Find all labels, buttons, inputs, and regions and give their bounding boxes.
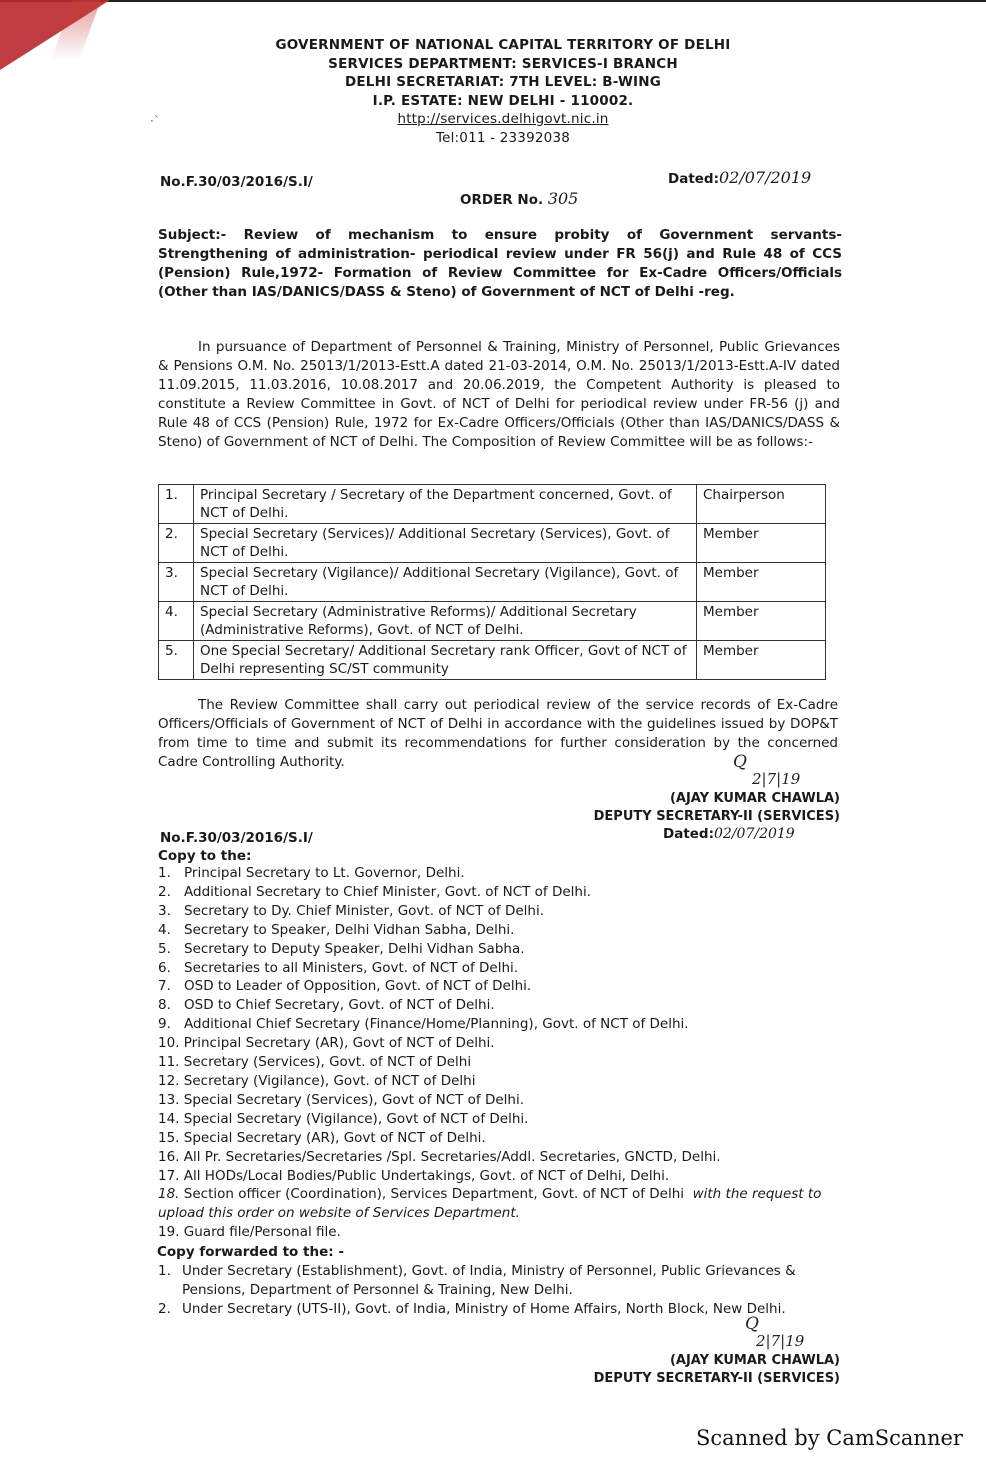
date-handwritten: 02/07/2019: [719, 168, 812, 187]
letterhead-line-1: GOVERNMENT OF NATIONAL CAPITAL TERRITORY OF DELHI: [275, 37, 731, 53]
scan-speck: ·`: [150, 114, 160, 128]
list-item: 9. Additional Chief Secretary (Finance/Home/Planning), Govt. of NCT of Delhi.: [158, 1016, 689, 1033]
list-item: 6. Secretaries to all Ministers, Govt. of NCT of Delhi.: [158, 959, 519, 976]
order-number-handwritten: 305: [547, 189, 579, 208]
signatory-designation: DEPUTY SECRETARY-II (SERVICES): [593, 1371, 840, 1386]
list-item: 14. Special Secretary (Vigilance), Govt of NCT of Delhi.: [158, 1110, 529, 1127]
signature-date-scrawl-2: 2|7|19: [756, 1332, 805, 1350]
list-item: 11. Secretary (Services), Govt. of NCT of Delhi: [158, 1054, 472, 1071]
member-role: Member: [697, 563, 826, 602]
order-label: ORDER No.: [460, 192, 544, 208]
body-paragraph-1: In pursuance of Department of Personnel & Training, Ministry of Personnel, Public Grievances & Pensions O.M. No. 25013/1/2013-Estt.A dated 21-03-2014, O.M. No. 25013/1/2013-Estt.A-IV dated 11.09.2015, 11.03.2016, 10.08.2017 and 20.06.2019, the Competent Authority is pleased to constitute a Review Committee in Govt. of NCT of Delhi for periodical review under FR-56 (j) and Rule 48 of CCS (Pension) Rule, 1972 for Ex-Cadre Officers/Officials (Other than IAS/DANICS/DASS & Steno) of Government of NCT of Delhi. The Composition of Review Committee will be as follows:-: [158, 339, 840, 450]
member-description: Special Secretary (Administrative Reforms)/ Additional Secretary (Administrative Reforms), Govt. of NCT of Delhi.: [194, 602, 697, 641]
member-description: Special Secretary (Services)/ Additional Secretary (Services), Govt. of NCT of Delhi.: [194, 524, 697, 563]
signatory-designation: DEPUTY SECRETARY-II (SERVICES): [593, 809, 840, 824]
copy-to-heading: Copy to the:: [158, 848, 252, 864]
list-item: 5. Secretary to Deputy Speaker, Delhi Vidhan Sabha.: [158, 940, 525, 957]
member-role: Member: [697, 641, 826, 680]
camscanner-watermark: Scanned by CamScanner: [696, 1426, 963, 1450]
copy-forwarded-heading: Copy forwarded to the: -: [157, 1244, 344, 1260]
list-item: 2. Additional Secretary to Chief Minister, Govt. of NCT of Delhi.: [158, 883, 592, 900]
signatory-name: (AJAY KUMAR CHAWLA): [669, 791, 840, 806]
signature-block-2: [560, 1352, 840, 1388]
subject-paragraph: Subject:- Review of mechanism to ensure probity of Government servants- Strengthening of administration- periodical review under FR 56(j) and Rule 48 of CCS (Pension) Rule,1972- Formation of Review Committee for Ex-Cadre Officers/Officials (Other than IAS/DANICS/DASS & Steno) of Government of NCT of Delhi -reg.: [158, 227, 842, 300]
date-line-copy: [663, 826, 795, 842]
list-item: 2. Under Secretary (UTS-II), Govt. of India, Ministry of Home Affairs, North Block, New Delhi.: [158, 1300, 786, 1317]
table-row: [159, 524, 826, 563]
member-role: Chairperson: [697, 485, 826, 524]
signature-date-scrawl: 2|7|19: [752, 770, 801, 788]
committee-table: [158, 484, 826, 680]
date-line: [668, 168, 811, 187]
date-handwritten: 02/07/2019: [714, 826, 795, 842]
member-description: One Special Secretary/ Additional Secretary rank Officer, Govt of NCT of Delhi representing SC/ST community: [194, 641, 697, 680]
letterhead-line-3: DELHI SECRETARIAT: 7TH LEVEL: B-WING: [344, 74, 662, 90]
signature-initials: Q: [733, 752, 747, 772]
signature-block: [560, 790, 840, 826]
order-number: [460, 189, 578, 208]
signature-initials-2: Q: [745, 1314, 759, 1334]
signatory-name: (AJAY KUMAR CHAWLA): [669, 1353, 840, 1368]
list-item: 15. Special Secretary (AR), Govt of NCT of Delhi.: [158, 1129, 486, 1146]
row-number: 1.: [159, 485, 194, 524]
table-row: [159, 602, 826, 641]
list-item: 10. Principal Secretary (AR), Govt of NCT of Delhi.: [158, 1035, 495, 1052]
list-item: 1. Principal Secretary to Lt. Governor, Delhi.: [158, 865, 465, 881]
row-number: 2.: [159, 524, 194, 563]
table-row: [159, 641, 826, 680]
member-description: Special Secretary (Vigilance)/ Additional Secretary (Vigilance), Govt. of NCT of Delhi.: [194, 563, 697, 602]
letterhead-telephone: Tel:011 - 23392038: [435, 129, 571, 146]
file-number-copy: No.F.30/03/2016/S.I/: [160, 830, 313, 846]
upload-request-note: with the request to upload this order on website of Services Department.: [158, 1186, 822, 1222]
letterhead: [0, 36, 986, 147]
table-row: [159, 485, 826, 524]
list-item: 18. Section officer (Coordination), Services Department, Govt. of NCT of Delhi with the request to upload this order on website of Services Department.: [158, 1186, 822, 1222]
member-description: Principal Secretary / Secretary of the Department concerned, Govt. of NCT of Delhi.: [194, 485, 697, 524]
row-number: 3.: [159, 563, 194, 602]
member-role: Member: [697, 524, 826, 563]
list-item: 8. OSD to Chief Secretary, Govt. of NCT of Delhi.: [158, 997, 495, 1014]
scan-top-edge: [0, 0, 986, 2]
date-label: Dated:: [663, 826, 714, 842]
list-item: 1. Under Secretary (Establishment), Govt. of India, Ministry of Personnel, Public Grievances & Pensions, Department of Personnel & Training, New Delhi.: [158, 1263, 796, 1298]
letterhead-line-2: SERVICES DEPARTMENT: SERVICES-I BRANCH: [328, 55, 678, 72]
list-item: 7. OSD to Leader of Opposition, Govt. of NCT of Delhi.: [158, 978, 532, 995]
copy-to-list: [158, 864, 848, 1242]
member-role: Member: [697, 602, 826, 641]
list-item: 19. Guard file/Personal file.: [158, 1224, 341, 1241]
list-item: 13. Special Secretary (Services), Govt of NCT of Delhi.: [158, 1091, 525, 1108]
list-item: 4. Secretary to Speaker, Delhi Vidhan Sabha, Delhi.: [158, 921, 515, 938]
row-number: 4.: [159, 602, 194, 641]
list-item: 3. Secretary to Dy. Chief Minister, Govt. of NCT of Delhi.: [158, 902, 544, 919]
copy-forwarded-list: [158, 1262, 842, 1319]
table-row: [159, 563, 826, 602]
list-item: 17. All HODs/Local Bodies/Public Undertakings, Govt. of NCT of Delhi, Delhi.: [158, 1167, 670, 1184]
letterhead-url[interactable]: http://services.delhigovt.nic.in: [397, 111, 609, 127]
letterhead-line-4: I.P. ESTATE: NEW DELHI - 110002.: [372, 92, 634, 109]
date-label: Dated:: [668, 171, 719, 187]
list-item: 12. Secretary (Vigilance), Govt. of NCT of Delhi: [158, 1072, 476, 1089]
list-item: 16. All Pr. Secretaries/Secretaries /Spl. Secretaries/Addl. Secretaries, GNCTD, Delhi.: [158, 1148, 721, 1165]
row-number: 5.: [159, 641, 194, 680]
file-number: No.F.30/03/2016/S.I/: [160, 174, 313, 190]
body-paragraph-2: The Review Committee shall carry out periodical review of the service records of Ex-Cadre Officers/Officials of Government of NCT of Delhi in accordance with the guidelines issued by DOP&T from time to time and submit its recommendations for further consideration by the concerned Cadre Controlling Authority.: [158, 697, 838, 770]
